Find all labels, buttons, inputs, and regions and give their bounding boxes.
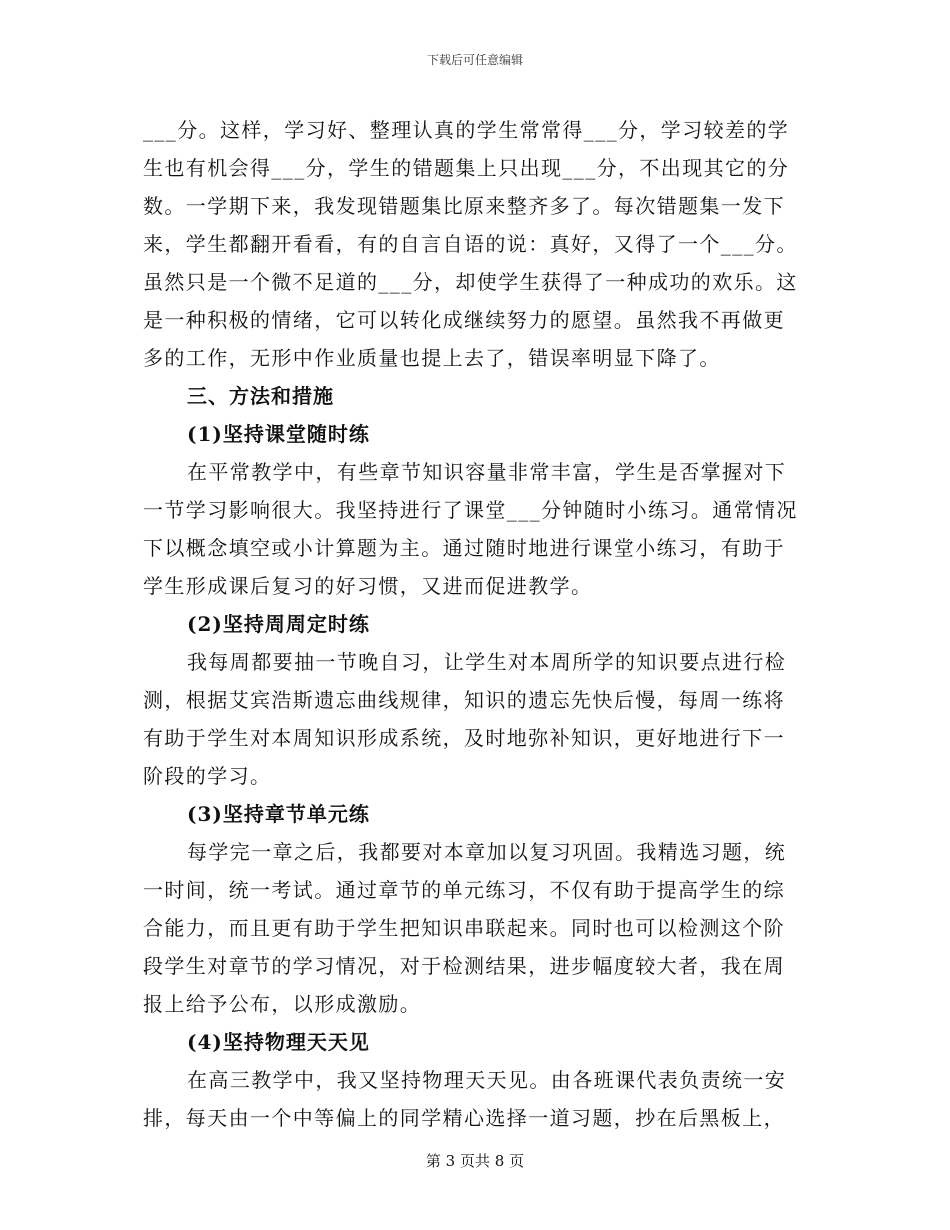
subsection-heading: (3)坚持章节单元练	[187, 802, 370, 826]
body-line: 是一种积极的情绪，它可以转化成继续努力的愿望。虽然我不再做更	[143, 308, 785, 332]
body-line: 排，每天由一个中等偏上的同学精心选择一道习题，抄在后黑板上，	[143, 1106, 785, 1130]
body-line: 一时间，统一考试。通过章节的单元练习，不仅有助于提高学生的综	[143, 878, 785, 902]
body-line: 数。一学期下来，我发现错题集比原来整齐多了。每次错题集一发下	[143, 194, 785, 218]
body-line: 阶段的学习。	[143, 764, 272, 788]
body-line: 虽然只是一个微不足道的___分，却使学生获得了一种成功的欢乐。这	[143, 270, 798, 294]
body-line: 一节学习影响很大。我坚持进行了课堂___分钟随时小练习。通常情况	[143, 498, 798, 522]
body-line: 测，根据艾宾浩斯遗忘曲线规律，知识的遗忘先快后慢，每周一练将	[143, 688, 785, 712]
body-line: 来，学生都翻开看看，有的自言自语的说：真好，又得了一个___分。	[143, 232, 798, 256]
paragraph-first-line: 每学完一章之后，我都要对本章加以复习巩固。我精选习题，统	[187, 840, 787, 864]
body-line: ___分。这样，学习好、整理认真的学生常常得___分，学习较差的学	[143, 118, 790, 142]
body-line: 下以概念填空或小计算题为主。通过随时地进行课堂小练习，有助于	[143, 536, 785, 560]
body-line: 报上给予公布，以形成激励。	[143, 992, 422, 1016]
page-header: 下载后可任意编辑	[426, 53, 523, 67]
paragraph-first-line: 在高三教学中，我又坚持物理天天见。由各班课代表负责统一安	[187, 1068, 787, 1092]
body-line: 段学生对章节的学习情况，对于检测结果，进步幅度较大者，我在周	[143, 954, 785, 978]
document-body	[143, 111, 803, 1137]
section-heading: 三、方法和措施	[187, 384, 334, 408]
page-footer: 第 3 页共 8 页	[425, 1152, 525, 1170]
body-line: 学生形成课后复习的好习惯，又进而促进教学。	[143, 574, 593, 598]
subsection-heading: (1)坚持课堂随时练	[187, 422, 370, 446]
body-line: 多的工作，无形中作业质量也提上去了，错误率明显下降了。	[143, 346, 721, 370]
paragraph-first-line: 在平常教学中，有些章节知识容量非常丰富，学生是否掌握对下	[187, 460, 787, 484]
body-line: 有助于学生对本周知识形成系统，及时地弥补知识，更好地进行下一	[143, 726, 785, 750]
body-line: 生也有机会得___分，学生的错题集上只出现___分，不出现其它的分	[143, 156, 790, 180]
paragraph-first-line: 我每周都要抽一节晚自习，让学生对本周所学的知识要点进行检	[187, 650, 787, 674]
subsection-heading: (4)坚持物理天天见	[187, 1030, 370, 1054]
subsection-heading: (2)坚持周周定时练	[187, 612, 370, 636]
body-line: 合能力，而且更有助于学生把知识串联起来。同时也可以检测这个阶	[143, 916, 785, 940]
